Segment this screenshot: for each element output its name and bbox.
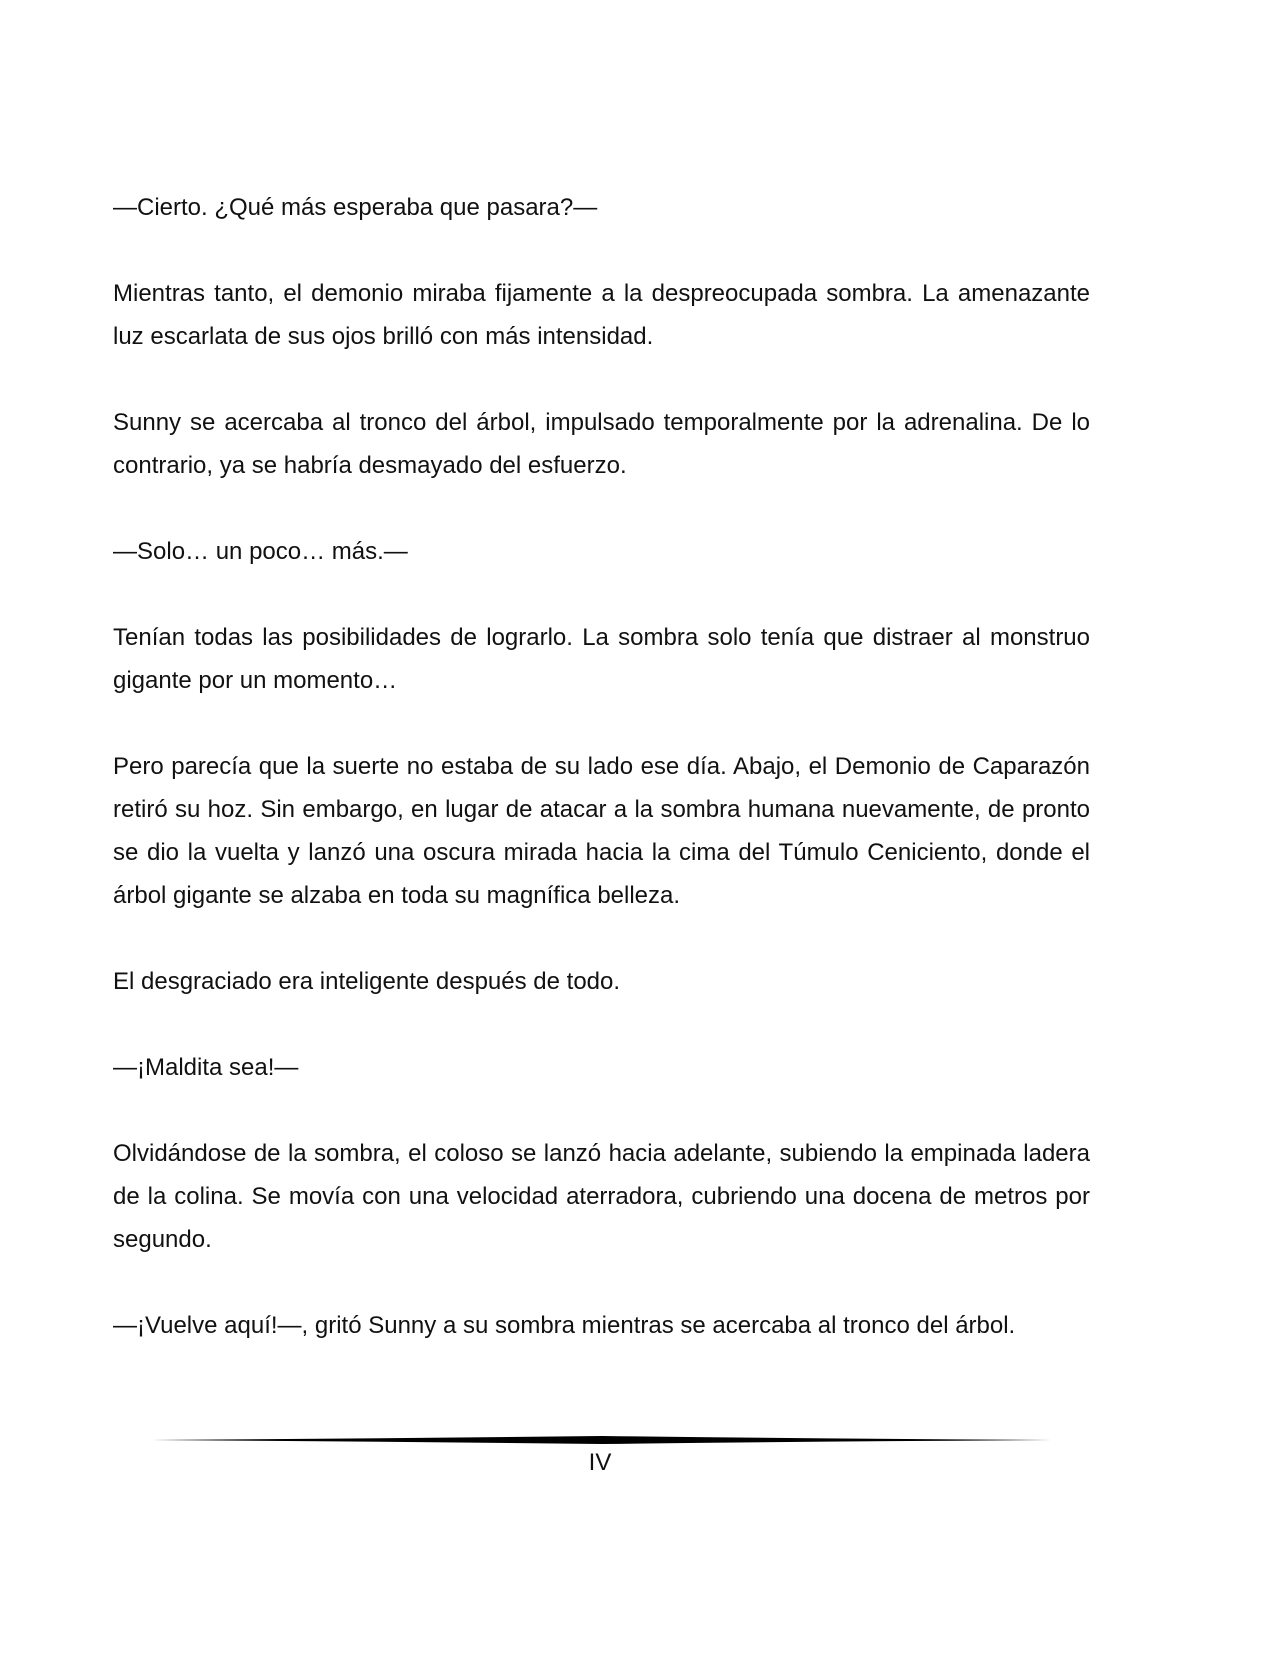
page-number: IV xyxy=(588,1449,612,1476)
ornament-line xyxy=(152,1436,1052,1444)
paragraph-3: Sunny se acercaba al tronco del árbol, impulsado temporalmente por la adrenalina. De lo contrario, ya se habría desmayado del esfuerzo. xyxy=(113,409,1090,479)
paragraph-4: —Solo… un poco… más.— xyxy=(113,538,408,565)
footer-ornament-divider xyxy=(152,1434,1052,1446)
paragraph-5: Tenían todas las posibilidades de lograrlo. La sombra solo tenía que distraer al monstruo gigante por un momento… xyxy=(113,624,1090,694)
chapter-text xyxy=(113,186,1090,1390)
paragraph-2: Mientras tanto, el demonio miraba fijamente a la despreocupada sombra. La amenazante luz escarlata de sus ojos brilló con más intensidad. xyxy=(113,280,1090,350)
paragraph-1: —Cierto. ¿Qué más esperaba que pasara?— xyxy=(113,194,598,221)
paragraph-10: —¡Vuelve aquí!—, gritó Sunny a su sombra mientras se acercaba al tronco del árbol. xyxy=(113,1312,1016,1339)
paragraph-9: Olvidándose de la sombra, el coloso se lanzó hacia adelante, subiendo la empinada ladera de la colina. Se movía con una velocidad aterradora, cubriendo una docena de metros por segundo. xyxy=(113,1140,1090,1253)
paragraph-7: El desgraciado era inteligente después de todo. xyxy=(113,968,621,995)
paragraph-8: —¡Maldita sea!— xyxy=(113,1054,299,1081)
paragraph-6: Pero parecía que la suerte no estaba de su lado ese día. Abajo, el Demonio de Caparazón retiró su hoz. Sin embargo, en lugar de atacar a la sombra humana nuevamente, de pronto se dio la vuelta y lanzó una oscura mirada hacia la cima del Túmulo Ceniciento, donde el árbol gigante se alzaba en toda su magnífica belleza. xyxy=(113,753,1090,909)
